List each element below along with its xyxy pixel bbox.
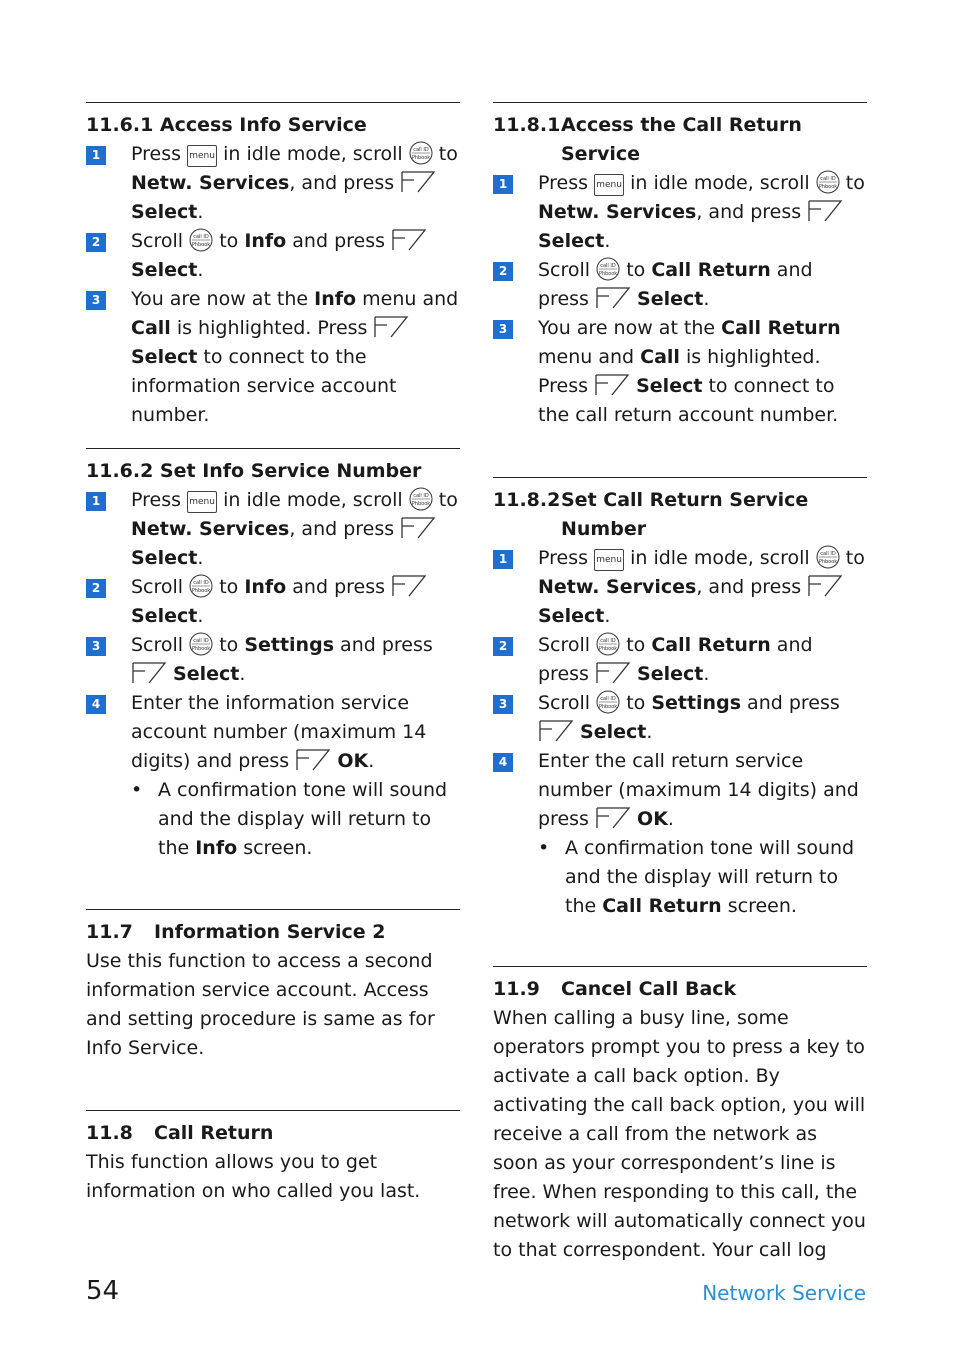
step-number-badge: 3: [493, 320, 513, 339]
svg-text:call ID: call ID: [600, 696, 616, 702]
section-body: When calling a busy line, some operators prompt you to press a key to activate a call back option. By activating the call back option, you will receive a call from the network as soon as your correspondent’s line is free. When responding to this call, the network will automatically connect you to that correspondent. Your call log: [493, 1007, 866, 1261]
step-number-badge: 2: [493, 637, 513, 656]
section-title: 11.8.2Set Call Return Service Number: [493, 489, 809, 540]
navigation-key-icon: [596, 257, 620, 281]
section-11-7: [86, 909, 460, 1063]
navigation-key-icon: [189, 632, 213, 656]
step-3: 3 Scroll call ID Phbook to Settings and press Select.: [86, 631, 460, 689]
section-title: 11.8.1Access the Call Return Service: [493, 114, 802, 165]
step-number-badge: 2: [493, 262, 513, 281]
svg-text:Phbook: Phbook: [598, 704, 618, 710]
left-soft-key-icon: [595, 806, 631, 830]
section-11-8: [86, 1110, 460, 1206]
svg-text:Phbook: Phbook: [411, 501, 430, 507]
left-soft-key-icon: [391, 574, 427, 598]
step-list: [86, 486, 460, 863]
menu-key-icon: menu: [187, 145, 217, 167]
left-soft-key-icon: [595, 661, 631, 685]
svg-text:Phbook: Phbook: [598, 271, 618, 277]
menu-key-icon: menu: [594, 549, 624, 571]
step-1: 1 Press menu in idle mode, scroll call ID Phbook to Netw. Services, and press Select.: [493, 544, 867, 631]
navigation-key-icon: [409, 141, 433, 165]
step-2: 2 Scroll call ID Phbook to Info and press Select.: [86, 227, 460, 285]
left-soft-key-icon: [807, 574, 843, 598]
navigation-key-icon: [816, 545, 840, 569]
left-soft-key-icon: [131, 661, 167, 685]
left-soft-key-icon: [807, 199, 843, 223]
step-3: 3 You are now at the Info menu and Call is highlighted. Press Select to connect to the information service account number.: [86, 285, 460, 430]
section-title: 11.8 Call Return: [86, 1122, 274, 1144]
step-number-badge: 3: [86, 291, 106, 310]
svg-text:Phbook: Phbook: [411, 155, 430, 161]
left-soft-key-icon: [400, 170, 436, 194]
section-title: 11.6.1 Access Info Service: [86, 114, 367, 136]
section-11-6-1: [86, 102, 460, 430]
menu-key-icon: menu: [187, 491, 217, 513]
svg-text:call ID: call ID: [193, 580, 209, 586]
step-number-badge: 1: [86, 146, 106, 165]
step-number-badge: 2: [86, 233, 106, 252]
svg-text:Phbook: Phbook: [191, 242, 211, 248]
left-soft-key-icon: [373, 315, 409, 339]
navigation-key-icon: [596, 690, 620, 714]
left-soft-key-icon: [595, 286, 631, 310]
section-11-6-2: [86, 448, 460, 863]
svg-text:call ID: call ID: [819, 176, 836, 182]
step-3: 3 Scroll call ID Phbook to Settings and press Select.: [493, 689, 867, 747]
svg-text:Phbook: Phbook: [191, 646, 211, 652]
section-title: 11.6.2 Set Info Service Number: [86, 460, 422, 482]
svg-text:Phbook: Phbook: [598, 646, 618, 652]
svg-text:call ID: call ID: [193, 638, 209, 644]
bullet-note: • A confirmation tone will sound and the display will return to the Call Return screen.: [538, 834, 867, 921]
left-soft-key-icon: [594, 373, 630, 397]
section-title: 11.7 Information Service 2: [86, 921, 386, 943]
step-2: 2 Scroll call ID Phbook to Info and press Select.: [86, 573, 460, 631]
svg-text:Phbook: Phbook: [818, 184, 837, 190]
bullet-note: • A confirmation tone will sound and the display will return to the Info screen.: [131, 776, 460, 863]
svg-text:Phbook: Phbook: [191, 588, 211, 594]
left-soft-key-icon: [295, 748, 331, 772]
section-body: Use this function to access a second information service account. Access and setting procedure is same as for Info Service.: [86, 950, 435, 1059]
step-2: 2 Scroll call ID Phbook to Call Return and press Select.: [493, 631, 867, 689]
step-list: [493, 169, 867, 430]
left-soft-key-icon: [538, 719, 574, 743]
step-1: 1 Press menu in idle mode, scroll call ID Phbook to Netw. Services, and press Select.: [86, 486, 460, 573]
step-3: 3 You are now at the Call Return menu and Call is highlighted. Press Select to connect to the call return account number.: [493, 314, 867, 430]
bullet-dot: •: [538, 837, 550, 859]
svg-text:call ID: call ID: [600, 263, 616, 269]
step-list: [493, 544, 867, 921]
step-list: [86, 140, 460, 430]
step-number-badge: 4: [493, 753, 513, 772]
step-1: 1 Press menu in idle mode, scroll call ID Phbook to Netw. Services, and press Select.: [86, 140, 460, 227]
svg-text:call ID: call ID: [412, 147, 429, 153]
navigation-key-icon: [816, 170, 840, 194]
navigation-key-icon: [596, 632, 620, 656]
step-number-badge: 1: [493, 175, 513, 194]
navigation-key-icon: [189, 574, 213, 598]
bullet-dot: •: [131, 779, 143, 801]
section-11-8-2: [493, 477, 867, 921]
svg-text:call ID: call ID: [193, 234, 209, 240]
left-soft-key-icon: [391, 228, 427, 252]
step-4: 4 Enter the information service account number (maximum 14 digits) and press OK. • A confirmation tone will sound and the display will return to the Info screen.: [86, 689, 460, 863]
footer-chapter-title: Network Service: [702, 1281, 866, 1305]
svg-text:Phbook: Phbook: [818, 559, 837, 565]
step-number-badge: 2: [86, 579, 106, 598]
page-number: 54: [86, 1276, 120, 1306]
section-11-8-1: [493, 102, 867, 430]
svg-text:call ID: call ID: [819, 551, 836, 557]
step-number-badge: 3: [86, 637, 106, 656]
svg-text:call ID: call ID: [600, 638, 616, 644]
menu-key-icon: menu: [594, 174, 624, 196]
step-number-badge: 3: [493, 695, 513, 714]
section-body: This function allows you to get information on who called you last.: [86, 1151, 421, 1202]
navigation-key-icon: [189, 228, 213, 252]
step-1: 1 Press menu in idle mode, scroll call ID Phbook to Netw. Services, and press Select.: [493, 169, 867, 256]
step-4: 4 Enter the call return service number (maximum 14 digits) and press OK. • A confirmation tone will sound and the display will return to the Call Return screen.: [493, 747, 867, 921]
step-number-badge: 1: [493, 550, 513, 569]
section-title: 11.9 Cancel Call Back: [493, 978, 737, 1000]
section-11-9: [493, 966, 867, 1265]
left-soft-key-icon: [400, 516, 436, 540]
svg-text:call ID: call ID: [412, 493, 429, 499]
step-2: 2 Scroll call ID Phbook to Call Return and press Select.: [493, 256, 867, 314]
step-number-badge: 4: [86, 695, 106, 714]
step-number-badge: 1: [86, 492, 106, 511]
navigation-key-icon: [409, 487, 433, 511]
